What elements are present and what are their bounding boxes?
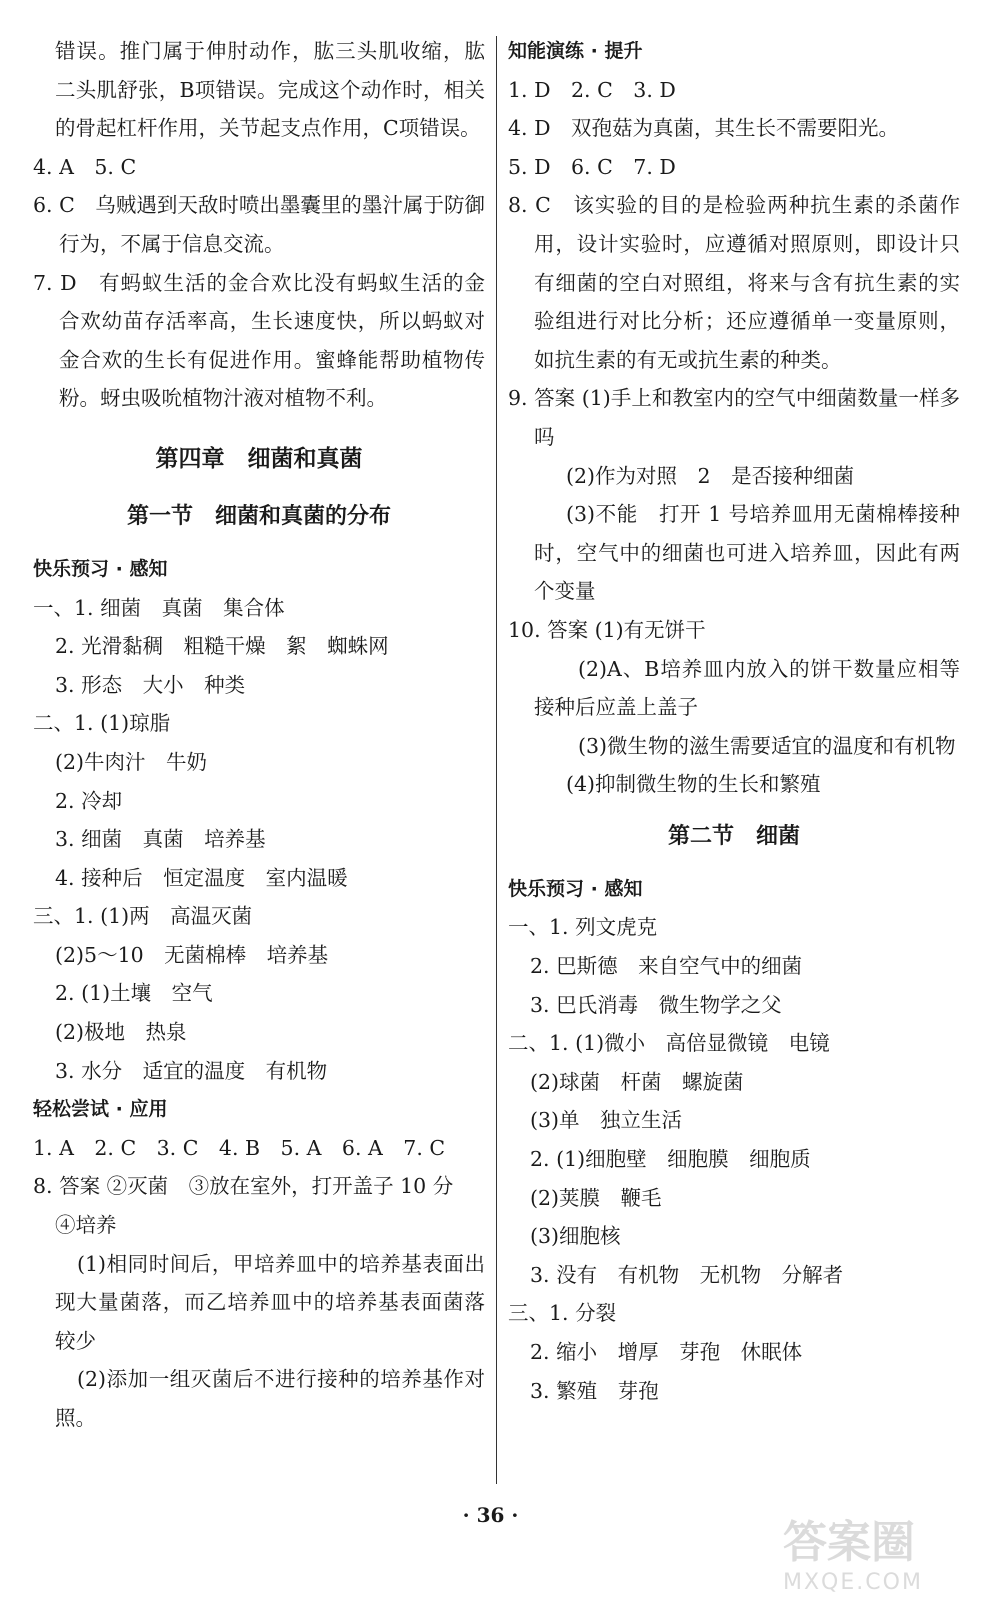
answer-line: 4. D 双孢菇为真菌，其生长不需要阳光。 — [508, 116, 900, 141]
answer-line: 一、1. 细菌 真菌 集合体 — [33, 595, 285, 620]
watermark-url: MXQE.COM — [783, 1570, 923, 1595]
answer-paragraph: 9. 答案 (1)手上和教室内的空气中细菌数量一样多吗 — [508, 386, 960, 449]
answer-line: 3. 巴氏消毒 微生物学之父 — [530, 992, 782, 1017]
answer-paragraph: 8. C 该实验的目的是检验两种抗生素的杀菌作用，设计实验时，应遵循对照原则，即设计只有细菌的空白对照组，将来与含有抗生素的实验组进行对比分析；还应遵循单一变量原则，如抗生素的有无或抗生素的种类。 — [508, 193, 960, 372]
answer-line: (4)抑制微生物的生长和繁殖 — [566, 772, 821, 797]
answer-line: 2. 冷却 — [55, 788, 123, 813]
answer-paragraph: (1)相同时间后，甲培养皿中的培养基表面出现大量菌落，而乙培养皿中的培养基表面菌落较少 — [55, 1251, 485, 1353]
answer-line: (2)5～10 无菌棉棒 培养基 — [55, 942, 329, 967]
answer-paragraph: (2)添加一组灭菌后不进行接种的培养基作对照。 — [55, 1367, 485, 1430]
answer-line: (2)作为对照 2 是否接种细菌 — [566, 463, 855, 488]
answer-line: 一、1. 列文虎克 — [508, 915, 658, 940]
subsection-heading: 知能演练 · 提升 — [508, 40, 643, 62]
answer-line: (3)单 独立生活 — [530, 1108, 683, 1133]
answer-line: 5. D 6. C 7. D — [508, 154, 676, 179]
answer-line: 2. (1)细胞壁 细胞膜 细胞质 — [530, 1147, 811, 1172]
section-title: 第一节 细菌和真菌的分布 — [126, 503, 391, 529]
answer-line: 二、1. (1)微小 高倍显微镜 电镜 — [508, 1031, 830, 1056]
right-column — [508, 32, 981, 1410]
subsection-heading: 快乐预习 · 感知 — [33, 557, 168, 580]
section-title: 第二节 细菌 — [667, 823, 800, 849]
answer-line: 8. 答案 ②灭菌 ③放在室外，打开盖子 10 分 — [33, 1174, 454, 1199]
answer-line: (2)牛肉汁 牛奶 — [55, 749, 208, 774]
answer-line: 2. (1)土壤 空气 — [55, 981, 213, 1006]
answer-paragraph: (2)A、B培养皿内放入的饼干数量应相等 接种后应盖上盖子 — [534, 656, 981, 720]
answer-line: 3. 形态 大小 种类 — [55, 672, 246, 697]
watermark-logo-text: 答案圈 — [783, 1517, 915, 1568]
left-column — [33, 32, 485, 1438]
answer-line: 4. 接种后 恒定温度 室内温暖 — [55, 865, 348, 890]
answer-paragraph: (3)微生物的滋生需要适宜的温度和有机物 — [578, 733, 956, 758]
answer-line: (2)荚膜 鞭毛 — [530, 1185, 662, 1210]
column-divider — [496, 36, 497, 1484]
answer-line: (3)细胞核 — [530, 1224, 621, 1249]
answer-line: 3. 繁殖 芽孢 — [530, 1378, 659, 1403]
subsection-heading: 轻松尝试 · 应用 — [33, 1098, 168, 1121]
answer-line: 2. 光滑黏稠 粗糙干燥 絮 蜘蛛网 — [55, 634, 389, 659]
answer-line: 二、1. (1)琼脂 — [33, 711, 171, 736]
subsection-heading: 快乐预习 · 感知 — [508, 877, 643, 900]
answer-line: 3. 没有 有机物 无机物 分解者 — [530, 1262, 844, 1287]
answer-line: 4. A 5. C — [33, 154, 137, 179]
site-watermark — [783, 1506, 963, 1595]
answer-line: ④培养 — [55, 1213, 117, 1238]
answer-paragraph: (3)不能 打开 1 号培养皿用无菌棉棒接种时，空气中的细菌也可进入培养皿，因此有两个变量 — [534, 502, 960, 604]
answer-paragraph: 6. C 乌贼遇到天敌时喷出墨囊里的墨汁属于防御行为，不属于信息交流。 — [33, 193, 485, 256]
answer-line: 3. 水分 适宜的温度 有机物 — [55, 1058, 328, 1083]
answer-line: 三、1. 分裂 — [508, 1301, 617, 1326]
answer-line: (2)极地 热泉 — [55, 1020, 187, 1045]
answer-line: 3. 细菌 真菌 培养基 — [55, 827, 266, 852]
answer-line: 1. A 2. C 3. C 4. B 5. A 6. A 7. C — [33, 1135, 446, 1160]
answer-line: 1. D 2. C 3. D — [508, 77, 676, 102]
answer-line: (2)球菌 杆菌 螺旋菌 — [530, 1069, 744, 1094]
answer-paragraph: 错误。推门属于伸肘动作，肱三头肌收缩，肱二头肌舒张，B项错误。完成这个动作时，相关的骨起杠杆作用，关节起支点作用，C项错误。 — [55, 39, 485, 141]
answer-line: 2. 巴斯德 来自空气中的细菌 — [530, 954, 803, 979]
page-number: · 36 · — [462, 1503, 519, 1527]
answer-line: 10. 答案 (1)有无饼干 — [508, 617, 706, 642]
chapter-title: 第四章 细菌和真菌 — [155, 445, 363, 472]
answer-line: 2. 缩小 增厚 芽孢 休眠体 — [530, 1340, 803, 1364]
answer-paragraph: 7. D 有蚂蚁生活的金合欢比没有蚂蚁生活的金合欢幼苗存活率高，生长速度快，所以蚂蚁对金合欢的生长有促进作用。蜜蜂能帮助植物传粉。蚜虫吸吮植物汁液对植物不利。 — [33, 270, 485, 411]
answer-line: 三、1. (1)两 高温灭菌 — [33, 904, 253, 929]
